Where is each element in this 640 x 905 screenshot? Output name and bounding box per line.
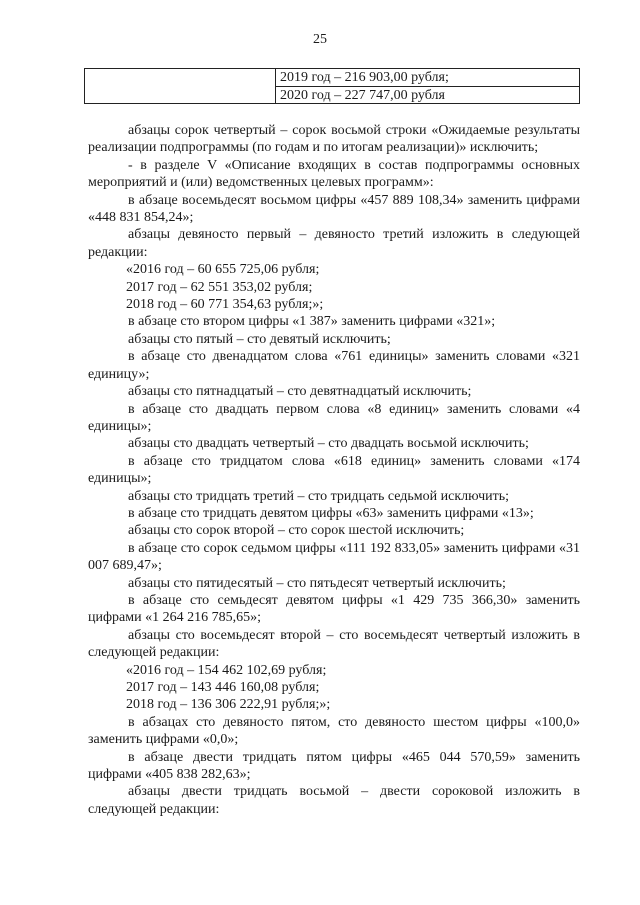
paragraph: «2016 год – 60 655 725,06 рубля;	[126, 262, 320, 278]
paragraph: в абзаце сто втором цифры «1 387» заменить цифрами «321»;	[128, 314, 496, 330]
paragraph: «2016 год – 154 462 102,69 рубля;	[126, 662, 327, 678]
paragraph: абзацы сто тридцать третий – сто тридцать седьмой исключить;	[128, 488, 510, 504]
page-number: 25	[313, 32, 327, 47]
paragraph: абзацы двести тридцать восьмой – двести сороковой изложить в следующей редакции:	[88, 784, 580, 817]
paragraph: абзацы сто двадцать четвертый – сто двадцать восьмой исключить;	[128, 436, 529, 452]
paragraph: абзацы сто сорок второй – сто сорок шестой исключить;	[128, 523, 465, 539]
table-text-cell	[276, 69, 579, 103]
table-line: 2019 год – 216 903,00 рубля;	[280, 70, 449, 85]
paragraph: абзацы сто пятидесятый – сто пятьдесят четвертый исключить;	[128, 575, 506, 591]
paragraph: в абзаце восемьдесят восьмом цифры «457 889 108,34» заменить цифрами «448 831 854,24»;	[88, 192, 580, 226]
paragraph: 2018 год – 60 771 354,63 рубля;»;	[126, 297, 324, 313]
paragraph: в абзаце двести тридцать пятом цифры «465 044 570,59» заменить цифрами «405 838 282,63»;	[88, 749, 580, 783]
paragraph: 2017 год – 143 446 160,08 рубля;	[126, 680, 320, 695]
paragraph: в абзаце сто двадцать первом слова «8 единиц» заменить словами «4 единицы»;	[88, 401, 580, 434]
paragraph: в абзаце сто тридцатом слова «618 единиц» заменить словами «174 единицы»;	[88, 453, 580, 487]
paragraph: в абзаце сто тридцать девятом цифры «63» заменить цифрами «13»;	[128, 505, 534, 521]
paragraph: в абзаце сто семьдесят девятом цифры «1 429 735 366,30» заменить цифрами «1 264 216 785,65»;	[88, 592, 580, 626]
paragraph: абзацы сто пятнадцатый – сто девятнадцатый исключить;	[128, 384, 472, 400]
budget-table	[84, 68, 580, 104]
document-body	[88, 122, 580, 818]
table-empty-cell	[85, 69, 276, 103]
paragraph: в абзацах сто девяносто пятом, сто девяносто шестом цифры «100,0» заменить цифрами «0,0»;	[88, 714, 580, 748]
paragraph: абзацы сто пятый – сто девятый исключить;	[128, 331, 391, 347]
paragraph: - в разделе V «Описание входящих в состав подпрограммы основных мероприятий и (или) ведомственных целевых программ»:	[88, 157, 580, 191]
paragraph: 2018 год – 136 306 222,91 рубля;»;	[126, 697, 331, 713]
paragraph: абзацы сорок четвертый – сорок восьмой строки «Ожидаемые результаты реализации подпрограммы (по годам и по итогам реализации)» исключить;	[88, 123, 580, 156]
table-line: 2020 год – 227 747,00 рубля	[276, 86, 579, 103]
paragraph: абзацы девяносто первый – девяносто третий изложить в следующей редакции:	[88, 227, 580, 260]
paragraph: абзацы сто восемьдесят второй – сто восемьдесят четвертый изложить в следующей редакции:	[88, 627, 580, 661]
paragraph: в абзаце сто сорок седьмом цифры «111 192 833,05» заменить цифрами «31 007 689,47»;	[88, 540, 580, 574]
paragraph: 2017 год – 62 551 353,02 рубля;	[126, 279, 313, 295]
paragraph: в абзаце сто двенадцатом слова «761 единицы» заменить словами «321 единицу»;	[88, 349, 580, 382]
